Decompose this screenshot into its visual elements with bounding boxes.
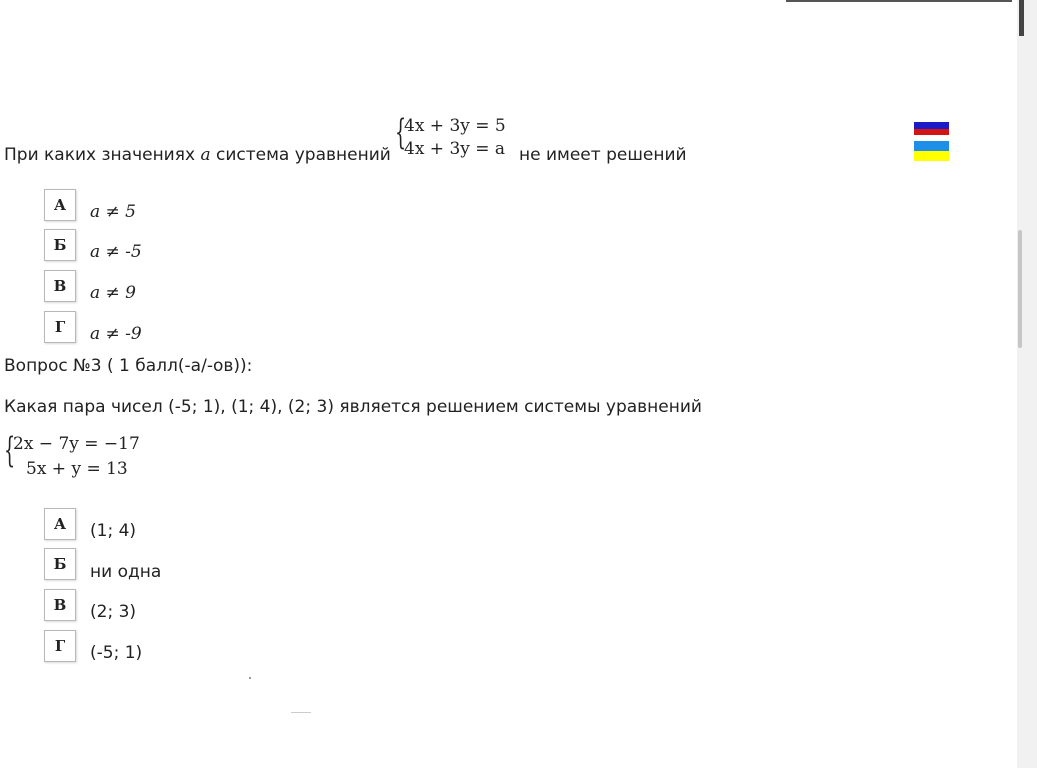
flag-stripe-yellow: [914, 151, 949, 161]
answer-button-g[interactable]: Г: [44, 311, 76, 343]
answer-text: a ≠ -9: [90, 324, 142, 344]
equation-1: 4x + 3y = 5: [404, 116, 506, 136]
answer-button-g[interactable]: Г: [44, 630, 76, 662]
answer-button-b[interactable]: Б: [44, 548, 76, 580]
answer-text: a ≠ 9: [90, 283, 137, 303]
scrollbar-track[interactable]: [1017, 0, 1037, 768]
flag-stripe-red: [914, 129, 949, 135]
answer-text: (-5; 1): [90, 643, 143, 663]
answer-button-a[interactable]: А: [44, 508, 76, 540]
scrollbar-thumb[interactable]: [1018, 230, 1022, 348]
question-2-equation-system: [395, 113, 515, 164]
stray-mark: [249, 677, 251, 679]
flag-stripe-blue: [914, 122, 949, 129]
question-2-middle: система уравнений: [215, 145, 391, 165]
question-3-header: Вопрос №3 ( 1 балл(-а/-ов)):: [4, 356, 253, 376]
answer-text: a ≠ -5: [90, 242, 142, 262]
question-3-text: Какая пара чисел (-5; 1), (1; 4), (2; 3) является решением системы уравнений: [4, 397, 702, 417]
equation-2: 5x + y = 13: [26, 459, 128, 479]
answer-text: (2; 3): [90, 602, 137, 622]
answer-text: ни одна: [90, 562, 162, 582]
system-brace: {: [4, 431, 16, 471]
question-2-prefix: При каких значениях: [4, 145, 196, 165]
equation-2: 4x + 3y = a: [404, 139, 506, 159]
answer-text: (1; 4): [90, 521, 137, 541]
answer-button-v[interactable]: В: [44, 270, 76, 302]
answer-button-v[interactable]: В: [44, 589, 76, 621]
question-2-text: [4, 145, 391, 165]
stray-mark: [291, 712, 311, 713]
question-2-variable: a: [200, 145, 211, 165]
scrollbar-arrow[interactable]: [1019, 0, 1024, 36]
question-3-equation-system: [4, 433, 154, 483]
answer-button-a[interactable]: А: [44, 189, 76, 221]
equation-1: 2x − 7y = −17: [13, 434, 140, 454]
answer-button-b[interactable]: Б: [44, 229, 76, 261]
flag-stripe-blue: [914, 141, 949, 151]
top-border-line: [786, 0, 1012, 2]
russian-language-flag[interactable]: [914, 122, 949, 135]
question-2-suffix: не имеет решений: [519, 145, 687, 165]
system-brace: {: [395, 113, 407, 153]
answer-text: a ≠ 5: [90, 202, 137, 222]
ukrainian-language-flag[interactable]: [914, 141, 949, 161]
